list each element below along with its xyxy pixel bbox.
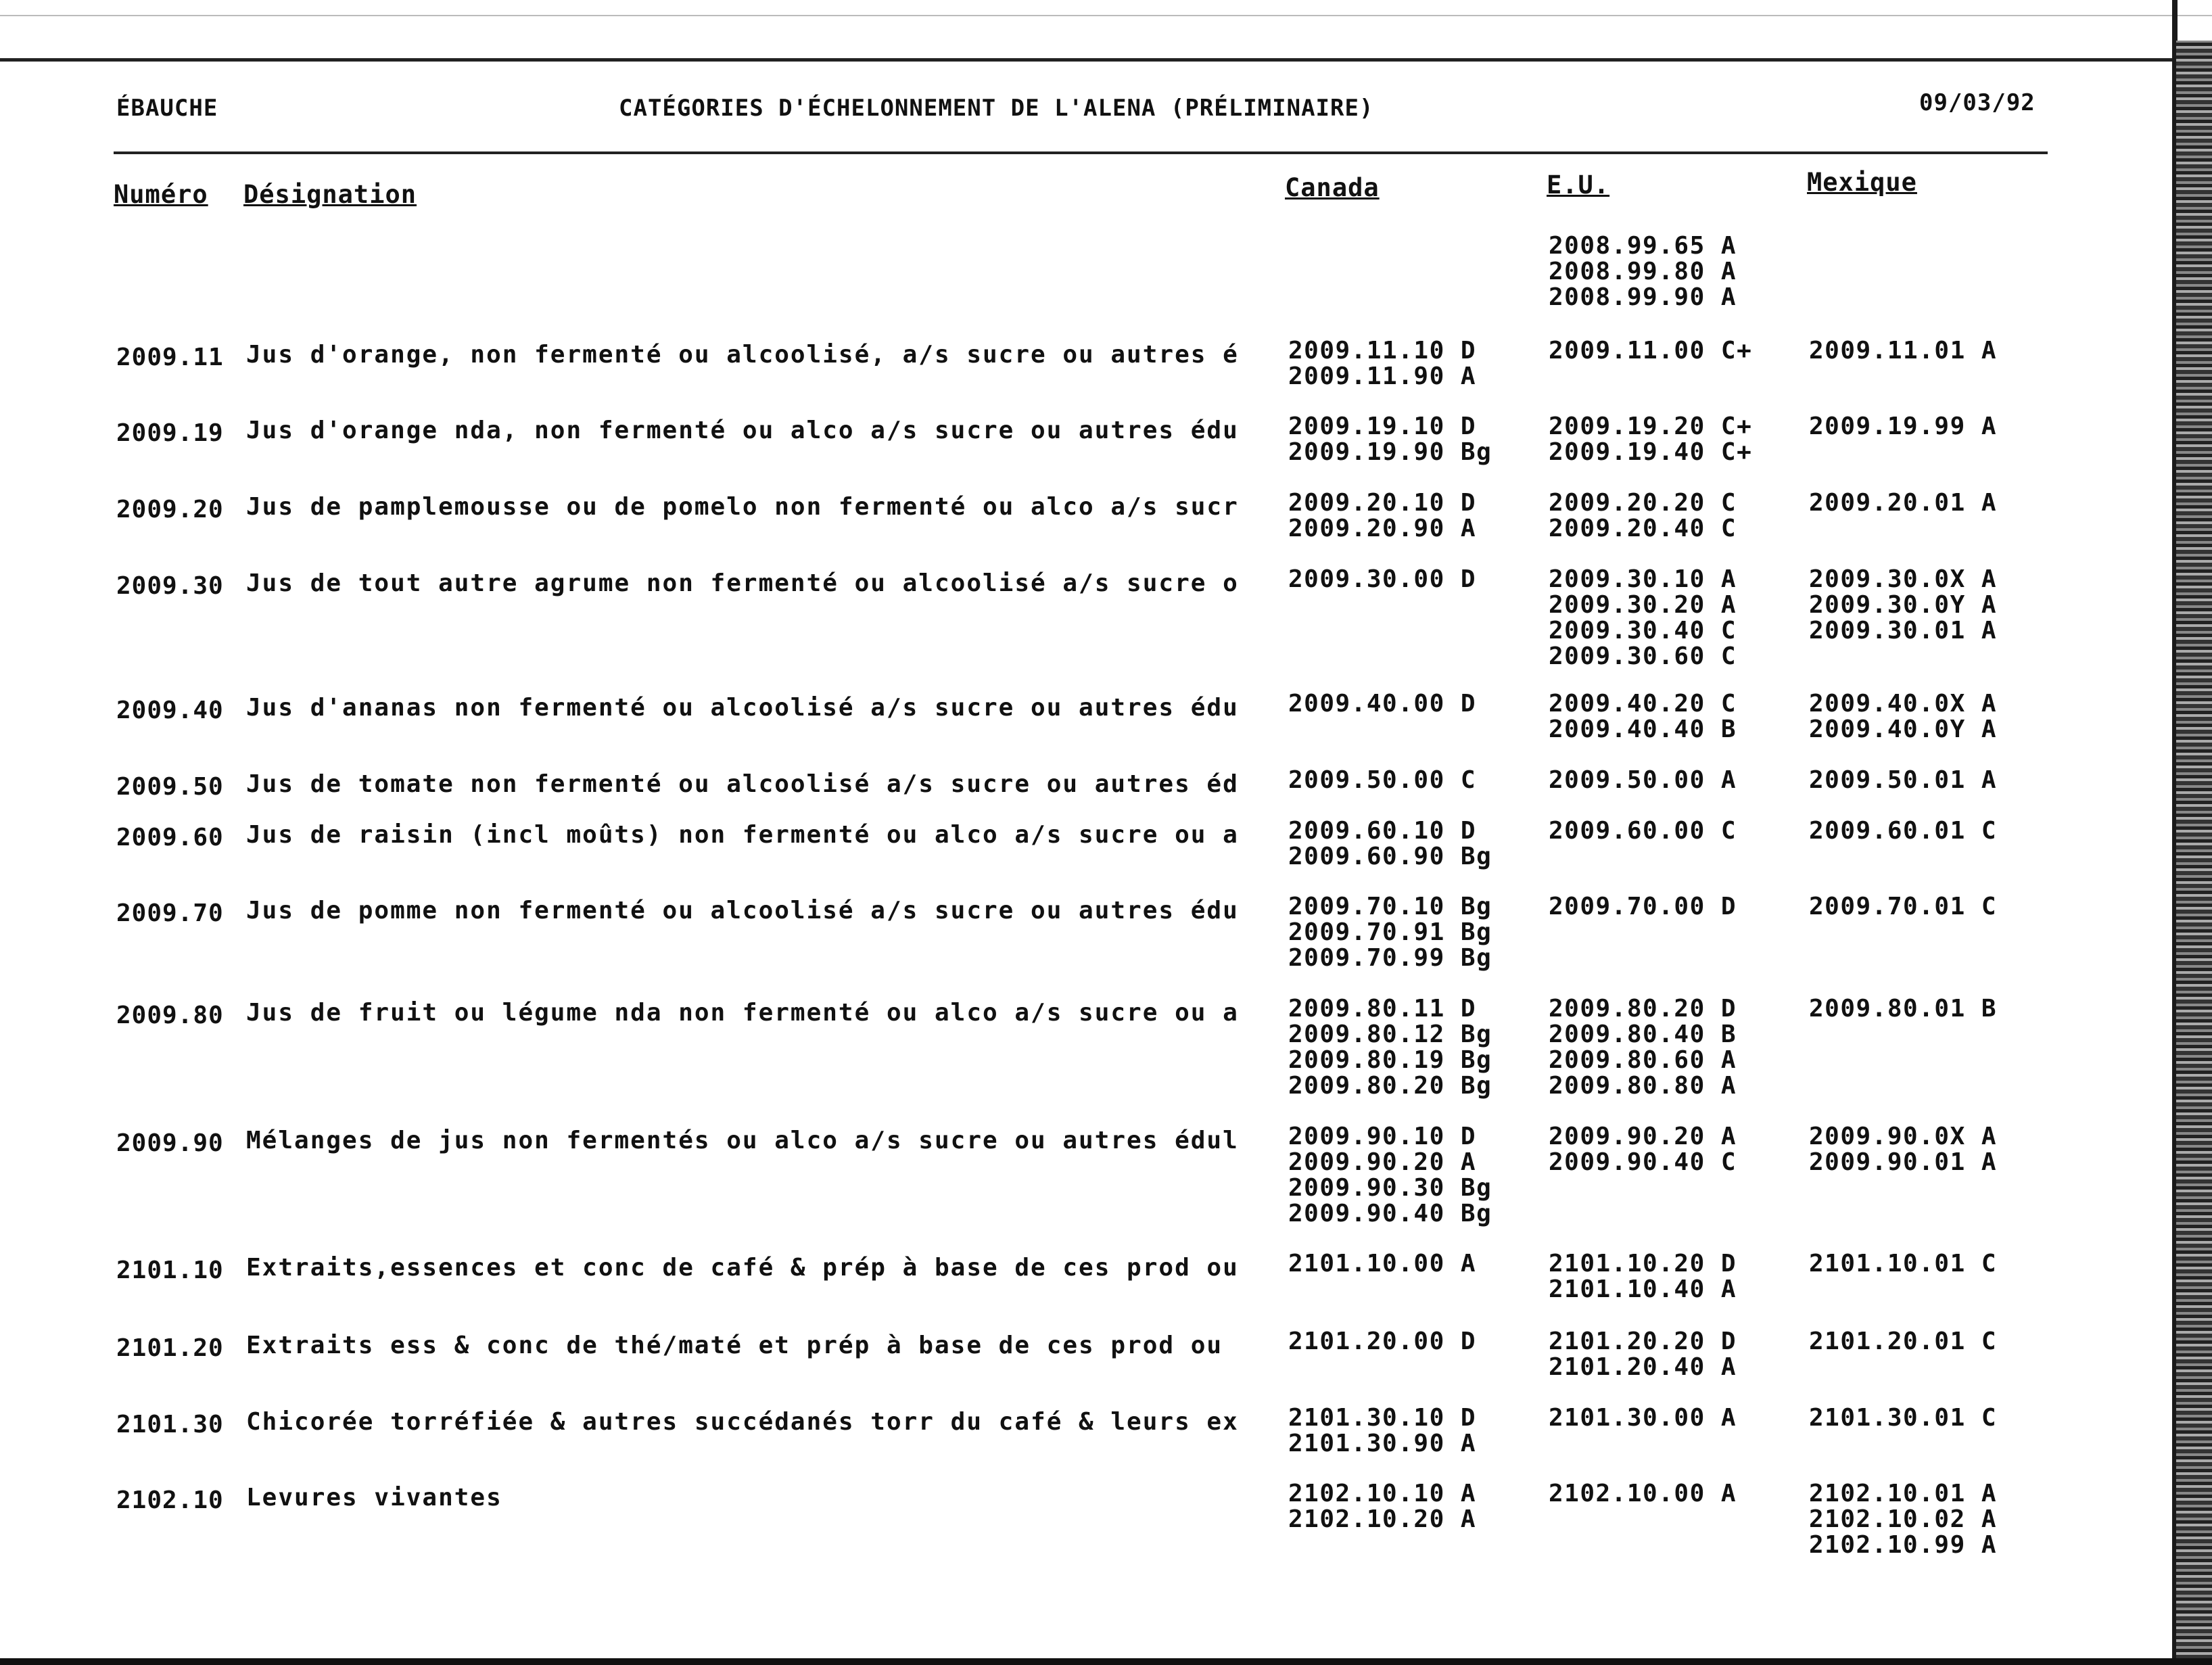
eu-codes — [1549, 490, 1737, 542]
mexique-codes — [1809, 1329, 1997, 1355]
row-designation: Jus de raisin (incl moûts) non fermenté ou alco a/s sucre ou a — [246, 821, 1239, 849]
tariff-code: 2009.80.60 A — [1549, 1046, 1737, 1074]
tariff-code: 2009.19.90 Bg — [1288, 438, 1492, 466]
row-number: 2009.40 — [116, 697, 224, 724]
mexique-codes — [1809, 768, 1997, 793]
tariff-code: 2009.60.90 Bg — [1288, 843, 1492, 870]
mexique-codes — [1809, 1251, 1997, 1277]
mexique-codes — [1809, 1481, 1997, 1558]
canada-codes — [1288, 490, 1476, 542]
tariff-code: 2008.99.90 A — [1549, 283, 1737, 311]
tariff-code: 2101.20.40 A — [1549, 1353, 1737, 1381]
mexique-codes — [1809, 414, 1997, 440]
tariff-code: 2009.40.00 D — [1288, 690, 1477, 718]
eu-codes — [1549, 233, 1737, 310]
tariff-code: 2009.40.20 C — [1549, 690, 1737, 718]
col-header-mexique: Mexique — [1807, 168, 1917, 197]
tariff-code: 2009.80.12 Bg — [1288, 1021, 1492, 1048]
canada-codes — [1288, 1251, 1476, 1277]
row-designation: Jus d'orange, non fermenté ou alcoolisé, a/s sucre ou autres é — [246, 341, 1239, 369]
tariff-code: 2101.30.90 A — [1288, 1430, 1477, 1457]
scan-edge-line — [0, 15, 2212, 16]
row-designation: Jus de pamplemousse ou de pomelo non fermenté ou alco a/s sucr — [246, 493, 1239, 521]
canada-codes — [1288, 1405, 1476, 1457]
mexique-codes — [1809, 338, 1997, 364]
tariff-code: 2009.20.10 D — [1288, 489, 1477, 517]
tariff-code: 2101.10.20 D — [1549, 1250, 1737, 1277]
tariff-code: 2009.80.01 B — [1809, 995, 1998, 1023]
tariff-code: 2009.80.80 A — [1549, 1072, 1737, 1100]
tariff-code: 2008.99.65 A — [1549, 232, 1737, 260]
tariff-code: 2009.90.30 Bg — [1288, 1174, 1492, 1202]
tariff-code: 2009.80.11 D — [1288, 995, 1477, 1023]
canada-codes — [1288, 894, 1492, 971]
tariff-code: 2009.50.00 A — [1549, 766, 1737, 794]
col-header-canada: Canada — [1285, 173, 1380, 202]
tariff-code: 2009.30.20 A — [1549, 591, 1737, 619]
tariff-code: 2009.50.00 C — [1288, 766, 1477, 794]
tariff-code: 2009.40.0Y A — [1809, 716, 1998, 743]
tariff-code: 2009.19.20 C+ — [1549, 413, 1753, 440]
tariff-code: 2009.11.01 A — [1809, 337, 1998, 365]
canada-codes — [1288, 1124, 1492, 1227]
row-designation: Jus de tomate non fermenté ou alcoolisé a/s sucre ou autres éd — [246, 770, 1239, 798]
tariff-code: 2009.50.01 A — [1809, 766, 1998, 794]
tariff-code: 2101.20.00 D — [1288, 1328, 1477, 1355]
row-number: 2009.30 — [116, 572, 224, 600]
tariff-code: 2101.20.01 C — [1809, 1328, 1998, 1355]
canada-codes — [1288, 691, 1476, 717]
tariff-code: 2009.80.20 D — [1549, 995, 1737, 1023]
tariff-code: 2102.10.01 A — [1809, 1480, 1998, 1507]
row-number: 2009.80 — [116, 1002, 224, 1029]
tariff-code: 2009.90.40 C — [1549, 1148, 1737, 1176]
eu-codes — [1549, 1481, 1737, 1507]
tariff-code: 2009.90.0X A — [1809, 1123, 1998, 1150]
top-rule — [0, 58, 2178, 62]
tariff-code: 2009.70.91 Bg — [1288, 918, 1492, 946]
draft-label: ÉBAUCHE — [116, 95, 218, 122]
tariff-code: 2102.10.99 A — [1809, 1531, 1998, 1559]
row-number: 2009.70 — [116, 899, 224, 927]
eu-codes — [1549, 996, 1737, 1099]
tariff-code: 2009.30.60 C — [1549, 642, 1737, 670]
tariff-code: 2009.70.99 Bg — [1288, 944, 1492, 972]
header-rule — [114, 151, 2048, 154]
row-designation: Jus d'ananas non fermenté ou alcoolisé a/s sucre ou autres édu — [246, 694, 1239, 722]
tariff-code: 2009.70.10 Bg — [1288, 893, 1492, 920]
tariff-code: 2009.90.01 A — [1809, 1148, 1998, 1176]
row-designation: Jus d'orange nda, non fermenté ou alco a/s sucre ou autres édu — [246, 417, 1239, 444]
tariff-code: 2101.30.10 D — [1288, 1404, 1477, 1432]
mexique-codes — [1809, 567, 1997, 644]
tariff-code: 2009.11.00 C+ — [1549, 337, 1753, 365]
canada-codes — [1288, 338, 1476, 390]
row-number: 2009.50 — [116, 773, 224, 801]
mexique-codes — [1809, 1124, 1997, 1175]
tariff-code: 2102.10.00 A — [1549, 1480, 1737, 1507]
bottom-rule — [0, 1658, 2212, 1665]
tariff-code: 2102.10.10 A — [1288, 1480, 1477, 1507]
tariff-code: 2009.20.20 C — [1549, 489, 1737, 517]
mexique-codes — [1809, 490, 1997, 516]
tariff-code: 2009.70.01 C — [1809, 893, 1998, 920]
eu-codes — [1549, 1124, 1737, 1175]
tariff-code: 2009.30.00 D — [1288, 565, 1477, 593]
mexique-codes — [1809, 894, 1997, 920]
canada-codes — [1288, 768, 1476, 793]
eu-codes — [1549, 768, 1737, 793]
row-number: 2101.10 — [116, 1257, 224, 1284]
row-number: 2101.20 — [116, 1334, 224, 1362]
row-designation: Levures vivantes — [246, 1484, 502, 1511]
mexique-codes — [1809, 1405, 1997, 1431]
tariff-code: 2009.90.20 A — [1549, 1123, 1737, 1150]
eu-codes — [1549, 894, 1737, 920]
tariff-code: 2101.20.20 D — [1549, 1328, 1737, 1355]
tariff-code: 2101.30.01 C — [1809, 1404, 1998, 1432]
tariff-code: 2009.90.20 A — [1288, 1148, 1477, 1176]
tariff-code: 2009.19.40 C+ — [1549, 438, 1753, 466]
canada-codes — [1288, 818, 1492, 870]
mexique-codes — [1809, 691, 1997, 743]
row-designation: Extraits,essences et conc de café & prép à base de ces prod ou — [246, 1254, 1239, 1282]
tariff-code: 2009.30.10 A — [1549, 565, 1737, 593]
canada-codes — [1288, 996, 1492, 1099]
tariff-code: 2102.10.20 A — [1288, 1505, 1477, 1533]
document-title: CATÉGORIES D'ÉCHELONNEMENT DE L'ALENA (PRÉLIMINAIRE) — [619, 95, 1374, 122]
eu-codes — [1549, 818, 1737, 844]
tariff-code: 2009.11.90 A — [1288, 362, 1477, 390]
eu-codes — [1549, 567, 1737, 670]
row-designation: Jus de pomme non fermenté ou alcoolisé a/s sucre ou autres édu — [246, 897, 1239, 924]
tariff-code: 2009.80.20 Bg — [1288, 1072, 1492, 1100]
eu-codes — [1549, 414, 1752, 465]
row-designation: Mélanges de jus non fermentés ou alco a/s sucre ou autres édul — [246, 1127, 1239, 1154]
tariff-code: 2101.10.00 A — [1288, 1250, 1477, 1277]
tariff-code: 2009.20.01 A — [1809, 489, 1998, 517]
tariff-code: 2009.80.40 B — [1549, 1021, 1737, 1048]
tariff-code: 2009.30.0X A — [1809, 565, 1998, 593]
row-designation: Chicorée torréfiée & autres succédanés torr du café & leurs ex — [246, 1408, 1239, 1436]
row-number: 2009.19 — [116, 419, 224, 447]
row-number: 2101.30 — [116, 1411, 224, 1438]
tariff-code: 2101.10.01 C — [1809, 1250, 1998, 1277]
row-designation: Jus de fruit ou légume nda non fermenté ou alco a/s sucre ou a — [246, 999, 1239, 1027]
tariff-code: 2009.90.40 Bg — [1288, 1200, 1492, 1227]
canada-codes — [1288, 414, 1492, 465]
tariff-code: 2009.90.10 D — [1288, 1123, 1477, 1150]
tariff-code: 2009.19.10 D — [1288, 413, 1477, 440]
row-number: 2009.11 — [116, 344, 224, 371]
tariff-code: 2008.99.80 A — [1549, 258, 1737, 285]
row-designation: Jus de tout autre agrume non fermenté ou alcoolisé a/s sucre o — [246, 569, 1239, 597]
canada-codes — [1288, 567, 1476, 592]
row-designation: Extraits ess & conc de thé/maté et prép à base de ces prod ou — [246, 1332, 1223, 1359]
tariff-code: 2009.30.0Y A — [1809, 591, 1998, 619]
tariff-code: 2009.11.10 D — [1288, 337, 1477, 365]
tariff-code: 2101.10.40 A — [1549, 1275, 1737, 1303]
row-number: 2102.10 — [116, 1486, 224, 1514]
scan-edge-right — [2176, 41, 2212, 1665]
tariff-code: 2009.20.90 A — [1288, 515, 1477, 542]
row-number: 2009.90 — [116, 1129, 224, 1157]
tariff-code: 2009.70.00 D — [1549, 893, 1737, 920]
tariff-code: 2009.60.01 C — [1809, 817, 1998, 845]
eu-codes — [1549, 1329, 1737, 1380]
tariff-code: 2009.19.99 A — [1809, 413, 1998, 440]
col-header-eu: E.U. — [1547, 170, 1610, 200]
row-number: 2009.20 — [116, 496, 224, 523]
document-date: 09/03/92 — [1919, 89, 2035, 116]
eu-codes — [1549, 1405, 1737, 1431]
row-number: 2009.60 — [116, 824, 224, 851]
tariff-code: 2009.20.40 C — [1549, 515, 1737, 542]
eu-codes — [1549, 338, 1752, 364]
canada-codes — [1288, 1481, 1476, 1532]
tariff-code: 2101.30.00 A — [1549, 1404, 1737, 1432]
eu-codes — [1549, 691, 1737, 743]
col-header-designation: Désignation — [243, 180, 417, 209]
tariff-code: 2009.40.40 B — [1549, 716, 1737, 743]
col-header-number: Numéro — [114, 180, 208, 209]
tariff-code: 2102.10.02 A — [1809, 1505, 1998, 1533]
tariff-code: 2009.60.10 D — [1288, 817, 1477, 845]
eu-codes — [1549, 1251, 1737, 1303]
tariff-code: 2009.80.19 Bg — [1288, 1046, 1492, 1074]
mexique-codes — [1809, 996, 1997, 1022]
mexique-codes — [1809, 818, 1997, 844]
tariff-code: 2009.30.40 C — [1549, 617, 1737, 644]
tariff-code: 2009.40.0X A — [1809, 690, 1998, 718]
tariff-code: 2009.60.00 C — [1549, 817, 1737, 845]
canada-codes — [1288, 1329, 1476, 1355]
tariff-code: 2009.30.01 A — [1809, 617, 1998, 644]
